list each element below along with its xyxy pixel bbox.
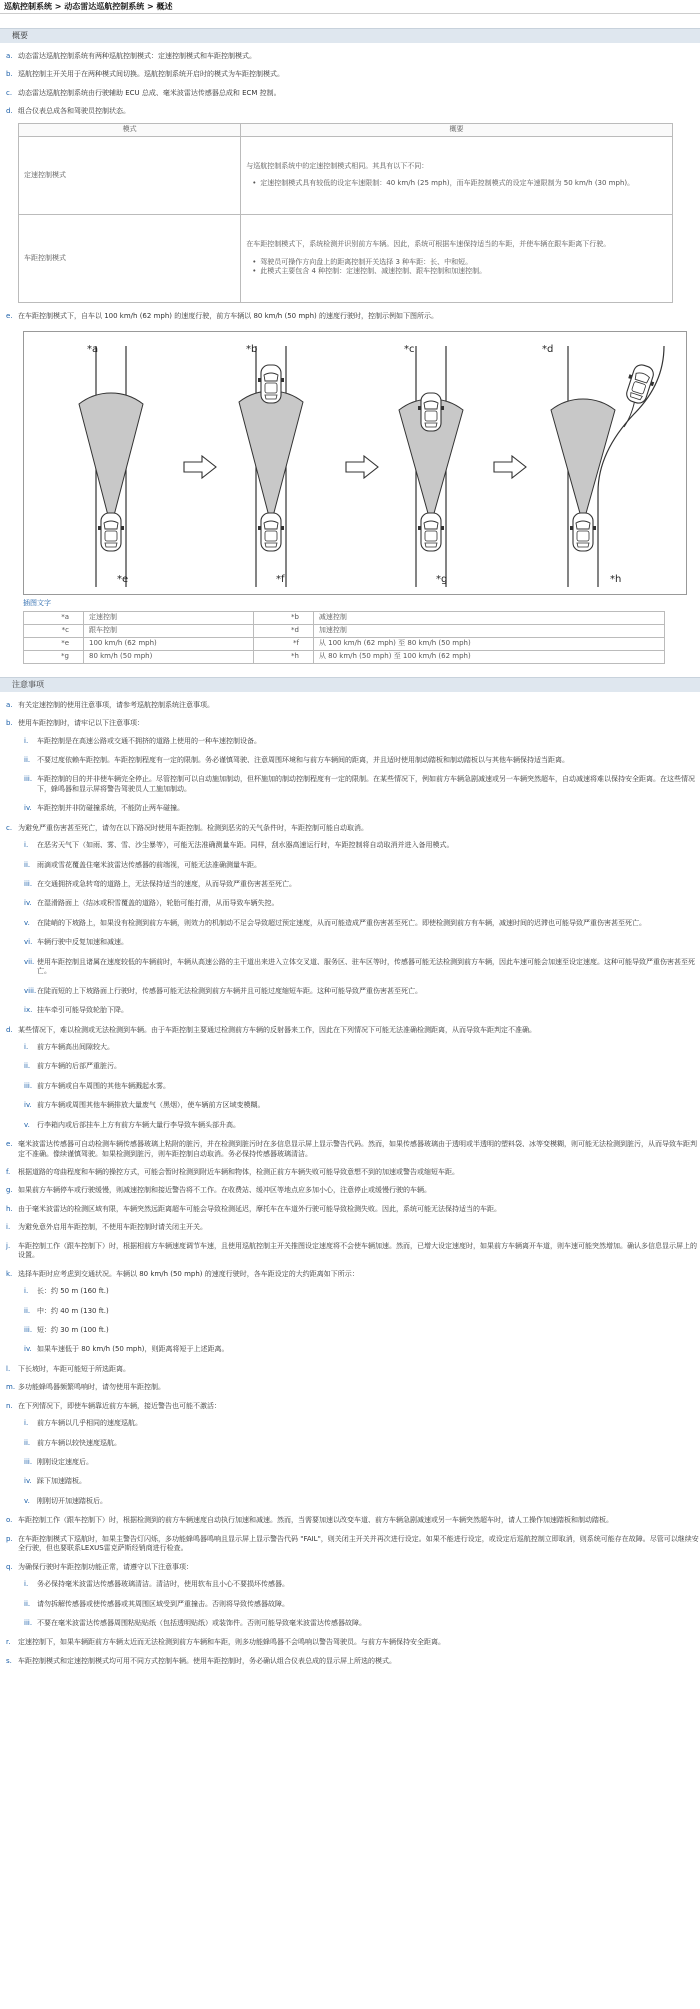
notes-item	[6, 1535, 700, 1554]
sub-item-text: 长：约 50 m (160 ft.)	[37, 1287, 109, 1296]
sub-item-text: 在湿滑路面上（结冰或积雪覆盖的道路），轮胎可能打滑，从而导致车辆失控。	[37, 899, 279, 908]
flow-arrow	[346, 456, 378, 478]
item-text: 毫米波雷达传感器可自动检测车辆传感器玻璃上粘附的脏污，并在检测到脏污时在多信息显示屏上显示警告代码。然而，如果传感器玻璃由于透明或半透明的塑料袋、冰等变模糊，则可能无法检测到脏污，从而导致车距判定不准确。像续谨慎驾驶。如果检测到脏污，则车距控制自动取消。务必保持传感器玻璃清洁。	[18, 1140, 697, 1158]
sub-item	[24, 1439, 700, 1448]
sub-item-marker: v.	[24, 1496, 30, 1505]
sub-item	[24, 1477, 700, 1486]
sub-item	[24, 1458, 700, 1467]
sub-item-text: 不要过度依赖车距控制。车距控制程度有一定的限制。务必谨慎驾驶、注意周围环境和与前方车辆间的距离，并且适时使用制动踏板和制动踏板以与其他车辆保持适当距离。	[37, 755, 569, 764]
sub-item-text: 车距控制的目的并非使车辆完全停止。尽管控制可以自动施加制动，但杯施加的制动控制程度有一定的限制。在某些情况下，例如前方车辆急剧减速或另一车辆突然超车，自动减速将难以保持安全距离。在这些情况下，蜂鸣器和显示屏将警告驾驶员人工施加制动。	[37, 775, 695, 793]
notes-item	[6, 1223, 700, 1232]
item-marker: h.	[6, 1204, 13, 1213]
item-text: 为避免严重伤害甚至死亡，请勿在以下路况时使用车距控制。检测到恶劣的天气条件时，车距控制可能自动取消。	[18, 823, 368, 832]
sub-list	[24, 1287, 700, 1355]
item-text: 有关定速控制的使用注意事项，请参考巡航控制系统注意事项。	[18, 700, 214, 709]
notes-item	[6, 1402, 700, 1507]
table-row	[24, 611, 665, 624]
notes-item	[6, 1026, 700, 1131]
sub-item-text: 在陡峭的下坡路上，如果没有检测到前方车辆，则效力的机制动不足会导致超过预定速度，从而可能造成严重伤害甚至死亡。即使检测到前方有车辆，减速时间的迟滞也可能导致严重伤害甚至死亡。	[37, 918, 646, 927]
sub-item-text: 务必保持毫米波雷达传感器玻璃清洁。清洁时，使用软布且小心不要损坏传感器。	[37, 1580, 289, 1589]
item-text: 在下列情况下，即使车辆靠近前方车辆，接近警告也可能不激活：	[18, 1401, 221, 1410]
sub-list	[24, 1419, 700, 1506]
sub-item-marker: iii.	[24, 775, 33, 784]
summary-text: 在车距控制模式下，系统检测并识别前方车辆。因此，系统可根据车速保持适当的车距，并使车辆在跟车距离下行驶。	[246, 240, 611, 249]
callout-value: 加速控制	[313, 624, 664, 637]
sub-item	[24, 880, 700, 889]
sub-item	[24, 1345, 700, 1354]
sub-item	[24, 938, 700, 947]
sub-item-marker: iii.	[24, 1325, 33, 1334]
item-text: 下长坡时，车距可能短于所选距离。	[18, 1364, 130, 1373]
item-marker: b.	[6, 719, 13, 728]
sub-item-text: 请勿拆解传感器或使传感器或其周围区域受到严重撞击。否则将导致传感器故障。	[37, 1599, 289, 1608]
notes-item	[6, 1140, 700, 1159]
label-d: *d	[542, 344, 554, 356]
sub-item	[24, 1600, 700, 1609]
table-row	[24, 637, 665, 650]
sub-item-marker: i.	[24, 1042, 29, 1051]
sub-item-text: 前方车辆或周围其他车辆排放大量废气（黑烟），使车辆前方区域变模糊。	[37, 1101, 265, 1110]
label-c: *c	[404, 344, 415, 356]
sub-item-marker: v.	[24, 1120, 30, 1129]
item-text: 由于毫米波雷达的检测区域有限，车辆突然远距离超车可能会导致检测延迟，摩托车在车道外行驶可能导致检测失败。因此，系统可能无法保持适当的车距。	[18, 1204, 501, 1213]
item-marker: c.	[6, 88, 13, 97]
item-text: 定速控制下，如果车辆距前方车辆太近而无法检测到前方车辆和车距，则多功能蜂鸣器不会鸣响以警告驾驶员。与前方车辆保持安全距离。	[18, 1638, 445, 1647]
item-text: 车距控制工作（跟车控制下）时，根据检测到的前方车辆速度自动执行加速和减速。然而，当需要加速以改变车道、前方车辆急剧减速或另一车辆突然超车时，请人工操作加速踏板和制动踏板。	[18, 1516, 613, 1525]
item-marker: d.	[6, 1025, 13, 1034]
sub-item-marker: vii.	[24, 957, 35, 966]
sub-item-text: 中：约 40 m (130 ft.)	[37, 1306, 109, 1315]
sub-item-text: 在交通拥挤或急转弯的道路上，无法保持适当的速度，从而导致严重伤害甚至死亡。	[37, 880, 296, 888]
sub-item	[24, 841, 700, 850]
item-marker: l.	[6, 1364, 11, 1373]
sub-item-text: 前方车辆以较快速度巡航。	[37, 1438, 121, 1447]
summary-bullet: • 定速控制模式具有较低的设定车速限制：40 km/h (25 mph)，而车距控制模式的设定车速限制为 50 km/h (30 mph)。	[246, 179, 666, 188]
sub-item-marker: ii.	[24, 1438, 31, 1447]
item-text: 车距控制模式和定速控制模式均可用不同方式控制车辆。使用车距控制时，务必确认组合仪表总成的显示屏上所选的模式。	[18, 1656, 396, 1665]
sub-item-text: 在恶劣天气下（如雨、雾、雪、沙尘暴等），可能无法准确测量车距。同样，刮水器高速运行时，车距控制将自动取消并进入备用模式。	[37, 841, 454, 850]
table-row	[19, 136, 673, 214]
sub-item	[24, 1006, 700, 1015]
notes-item	[6, 701, 700, 710]
label-e: *e	[117, 574, 129, 586]
sub-item	[24, 1121, 700, 1130]
sub-item-marker: i.	[24, 1287, 29, 1296]
sub-item-text: 不要在毫米波雷达传感器周围粘贴贴纸（包括透明贴纸）或装饰件。否则可能导致毫米波雷达传感器故障。	[37, 1618, 366, 1627]
section-header-overview: 概要	[0, 28, 700, 43]
mode-cell: 定速控制模式	[19, 136, 241, 214]
sub-item-marker: ii.	[24, 1306, 31, 1315]
table-row	[19, 214, 673, 302]
sub-item-text: 车距控制是在高速公路或交通不拥挤的道路上使用的一种车速控制设备。	[37, 736, 261, 745]
notes-item	[6, 1205, 700, 1214]
callout-value: 减速控制	[313, 611, 664, 624]
callout-caption: 插图文字	[23, 599, 51, 608]
breadcrumb: 巡航控制系统 > 动态雷达巡航控制系统 > 概述	[0, 0, 700, 14]
item-text: 为确保行驶时车距控制功能正常，请遵守以下注意事项：	[18, 1562, 193, 1571]
callout-key: *f	[253, 637, 313, 650]
sub-item-text: 踩下加速踏板。	[37, 1477, 86, 1486]
scene-b	[239, 346, 303, 587]
sub-item	[24, 1082, 700, 1091]
sub-item-marker: iv.	[24, 1101, 32, 1110]
sub-item	[24, 1619, 700, 1628]
sub-item-text: 车距控制并非防碰撞系统，不能防止两车碰撞。	[37, 804, 184, 813]
summary-cell	[241, 136, 672, 214]
item-marker: d.	[6, 107, 13, 116]
sub-list	[24, 737, 700, 814]
item-marker: b.	[6, 70, 13, 79]
item-text: 组合仪表总成各和驾驶员控制状态。	[18, 107, 130, 116]
sub-item	[24, 987, 700, 996]
sub-item-text: 在陡而短的上下坡路面上行驶时，传感器可能无法检测到前方车辆并且可能过度缩短车距。这种可能导致严重伤害甚至死亡。	[37, 986, 422, 995]
sub-item	[24, 899, 700, 908]
sub-item-text: 挂车牵引可能导致轮胎下降。	[37, 1006, 128, 1015]
sub-item-marker: iv.	[24, 1345, 32, 1354]
sub-list	[24, 1580, 700, 1628]
label-a: *a	[87, 344, 99, 356]
flow-arrow	[184, 456, 216, 478]
notes-list	[0, 701, 700, 1667]
sub-item-text: 行李箱内或后部挂车上方有前方车辆大量行李导致车辆头部升高。	[37, 1120, 240, 1129]
sub-item	[24, 1101, 700, 1110]
sub-item	[24, 919, 700, 928]
overview-item-d	[6, 107, 700, 302]
sub-item-marker: v.	[24, 918, 30, 927]
summary-text: 与巡航控制系统中的定速控制模式相同。其具有以下不同：	[246, 161, 429, 170]
sub-item-marker: iii.	[24, 1618, 33, 1627]
section-header-notes: 注意事项	[0, 677, 700, 692]
sub-item-text: 前方车辆以几乎相同的速度巡航。	[37, 1419, 142, 1428]
table-row	[24, 624, 665, 637]
scene-a	[79, 346, 143, 587]
item-text: 某些情况下，难以检测或无法检测到车辆。由于车距控制主要通过检测前方车辆的反射器来工作，因此在下列情况下可能无法准确检测距离，从而导致车距判定不准确。	[18, 1025, 536, 1034]
callout-value: 从 100 km/h (62 mph) 至 80 km/h (50 mph)	[313, 637, 664, 650]
callout-key: *e	[24, 637, 84, 650]
sub-item-marker: i.	[24, 841, 29, 850]
item-marker: f.	[6, 1168, 11, 1176]
overview-item-b	[6, 70, 700, 79]
item-marker: i.	[6, 1223, 11, 1232]
item-marker: e.	[6, 1140, 13, 1149]
sub-item-marker: ii.	[24, 860, 31, 869]
sub-item-text: 刚刚切开加速踏板后。	[37, 1496, 107, 1505]
overview-item-a	[6, 52, 700, 61]
overview-item-c	[6, 89, 700, 98]
sub-item	[24, 861, 700, 870]
sub-item	[24, 1580, 700, 1589]
item-text: 选择车距时应考虑到交通状况。车辆以 80 km/h (50 mph) 的速度行驶时，各车距设定的大约距离如下所示：	[18, 1269, 359, 1278]
item-marker: e.	[6, 311, 13, 320]
item-text: 如果前方车辆停车或行驶缓慢，则减速控制和接近警告将不工作。在收费站、缓冲区等地点应多加小心，注意停止或缓慢行驶的车辆。	[18, 1186, 431, 1195]
item-text: 多功能蜂鸣器频繁鸣响时，请勿使用车距控制。	[18, 1383, 165, 1392]
sub-item	[24, 775, 700, 794]
item-marker: g.	[6, 1186, 13, 1195]
notes-item	[6, 1242, 700, 1261]
sub-item-marker: iv.	[24, 1477, 32, 1486]
sub-item-marker: ix.	[24, 1006, 33, 1015]
callout-key: *g	[24, 650, 84, 663]
notes-item	[6, 1383, 700, 1392]
item-text: 根据道路的弯曲程度和车辆的操控方式，可能会暂时检测到附近车辆和物体，检测正前方车辆失败可能导致意想不到的加速或警告或缩短车距。	[18, 1168, 459, 1176]
summary-bullet: • 驾驶员可操作方向盘上的距离控制开关选择 3 种车距：长、中和短。	[246, 258, 666, 267]
sub-item-marker: iii.	[24, 1081, 33, 1090]
sub-item-marker: vi.	[24, 938, 33, 947]
sub-item	[24, 1043, 700, 1052]
sub-item-text: 前方车辆或自车周围的其他车辆溅起水雾。	[37, 1081, 170, 1090]
sub-item	[24, 804, 700, 813]
notes-item	[6, 1365, 700, 1374]
item-marker: j.	[6, 1241, 11, 1250]
sub-item-marker: i.	[24, 1580, 29, 1589]
sub-item-marker: i.	[24, 736, 29, 745]
sub-item-marker: iv.	[24, 899, 32, 908]
item-marker: p.	[6, 1534, 13, 1543]
item-marker: m.	[6, 1383, 16, 1392]
sub-item	[24, 1307, 700, 1316]
callout-value: 从 80 km/h (50 mph) 至 100 km/h (62 mph)	[313, 650, 664, 663]
item-text: 车距控制工作（跟车控制下）时，根据相前方车辆速度调节车速，且使用巡航控制主开关推图设定速度将不会使车辆加速。然而，已增大设定速度时，如果前方车辆离开车道，则车速可能突然增加。确认多信息显示屏上的设置。	[18, 1241, 697, 1260]
overview-list	[0, 52, 700, 321]
label-h: *h	[610, 574, 622, 586]
callout-value: 定速控制	[84, 611, 254, 624]
callout-value: 跟车控制	[84, 624, 254, 637]
sub-item-marker: iii.	[24, 1458, 33, 1466]
callout-value: 100 km/h (62 mph)	[84, 637, 254, 650]
item-marker: a.	[6, 52, 13, 60]
notes-item	[6, 1168, 700, 1177]
item-marker: q.	[6, 1562, 13, 1571]
notes-item	[6, 1638, 700, 1647]
flow-arrow	[494, 456, 526, 478]
sub-item-text: 前方车辆的后部严重脏污。	[37, 1062, 121, 1071]
item-text: 巡航控制主开关用于在两种模式间切换。巡航控制系统开启时的模式为车距控制模式。	[18, 70, 284, 79]
cruise-control-illustration	[23, 331, 687, 595]
item-marker: r.	[6, 1638, 11, 1647]
item-text: 在车距控制模式下，自车以 100 km/h (62 mph) 的速度行驶，前方车辆以 80 km/h (50 mph) 的速度行驶时，控制示例如下图所示。	[18, 311, 438, 320]
sub-item-text: 短：约 30 m (100 ft.)	[37, 1325, 109, 1334]
label-f: *f	[276, 574, 285, 586]
callout-key: *a	[24, 611, 84, 624]
item-text: 在车距控制模式下巡航时，如果主警告灯闪烁，多功能蜂鸣器鸣响且显示屏上显示警告代码 "FAIL"，则关闭主开关并再次进行设定。如果不能进行设定，或设定后巡航控制立即取消，则系统可能存在故障。尽管可以继续安全行驶，但也要联系LEXUS雷克萨斯经销商进行检查。	[18, 1534, 699, 1553]
item-marker: s.	[6, 1656, 12, 1665]
item-marker: o.	[6, 1516, 13, 1525]
notes-item	[6, 824, 700, 1016]
callout-key: *h	[253, 650, 313, 663]
item-marker: c.	[6, 823, 13, 832]
label-b: *b	[246, 344, 258, 356]
sub-item-text: 雨滴或雪花覆盖住毫米波雷达传感器的前端视，可能无法准确测量车距。	[37, 860, 261, 869]
sub-item-marker: ii.	[24, 1062, 31, 1071]
notes-item	[6, 1657, 700, 1666]
sub-item-marker: ii.	[24, 1599, 31, 1608]
notes-item	[6, 719, 700, 814]
sub-item	[24, 1287, 700, 1296]
sub-item-marker: ii.	[24, 755, 31, 764]
summary-column-header: 概要	[241, 123, 672, 136]
callout-table	[23, 611, 665, 664]
sub-item-text: 如果车速低于 80 km/h (50 mph)，则距离将短于上述距离。	[37, 1345, 229, 1354]
label-g: *g	[436, 574, 448, 586]
callout-key: *c	[24, 624, 84, 637]
summary-bullet: • 此模式主要包含 4 种控制：定速控制、减速控制、跟车控制和加速控制。	[246, 267, 666, 276]
item-marker: n.	[6, 1401, 13, 1410]
sub-item	[24, 958, 700, 977]
sub-item-text: 使用车距控制且诸属在速度较低的车辆前时，车辆从高速公路的主干道出来进入立体交叉道、服务区、驻车区等时，传感器可能无法检测到前方车辆，因此车速可能会加速至设定速度。这种可能导致严重伤害甚至死亡。	[37, 957, 695, 976]
callout-key: *d	[253, 624, 313, 637]
sub-item-text: 车辆行驶中反复加速和减速。	[37, 938, 128, 947]
sub-item	[24, 756, 700, 765]
sub-list	[24, 841, 700, 1015]
sub-item	[24, 1326, 700, 1335]
sub-item	[24, 1497, 700, 1506]
item-marker: a.	[6, 700, 13, 709]
sub-list	[24, 1043, 700, 1130]
sub-item-text: 前方车辆高出间隙较大。	[37, 1042, 114, 1051]
item-text: 使用车距控制时，请牢记以下注意事项：	[18, 719, 144, 728]
sub-item	[24, 1419, 700, 1428]
item-marker: k.	[6, 1269, 13, 1278]
notes-item	[6, 1270, 700, 1355]
scene-d	[551, 346, 664, 587]
callout-key: *b	[253, 611, 313, 624]
mode-cell: 车距控制模式	[19, 214, 241, 302]
item-text: 动态雷达巡航控制系统有两种巡航控制模式：定速控制模式和车距控制模式。	[18, 52, 256, 60]
sub-item-marker: i.	[24, 1419, 29, 1428]
mode-table	[18, 123, 673, 303]
mode-column-header: 模式	[19, 123, 241, 136]
summary-cell	[241, 214, 672, 302]
notes-item	[6, 1563, 700, 1629]
sub-item-marker: iv.	[24, 804, 32, 813]
notes-item	[6, 1516, 700, 1525]
notes-item	[6, 1186, 700, 1195]
item-text: 为避免意外启用车距控制，不使用车距控制时请关闭主开关。	[18, 1223, 207, 1232]
scene-c	[399, 346, 463, 587]
table-row	[24, 650, 665, 663]
illustration-svg	[24, 332, 686, 594]
sub-item	[24, 1062, 700, 1071]
sub-item-marker: viii.	[24, 986, 37, 995]
sub-item	[24, 737, 700, 746]
callout-value: 80 km/h (50 mph)	[84, 650, 254, 663]
overview-item-e	[6, 312, 700, 321]
sub-item-marker: iii.	[24, 880, 33, 888]
sub-item-text: 刚刚设定速度后。	[37, 1458, 93, 1466]
item-text: 动态雷达巡航控制系统由行驶辅助 ECU 总成、毫米波雷达传感器总成和 ECM 控制。	[18, 88, 281, 97]
